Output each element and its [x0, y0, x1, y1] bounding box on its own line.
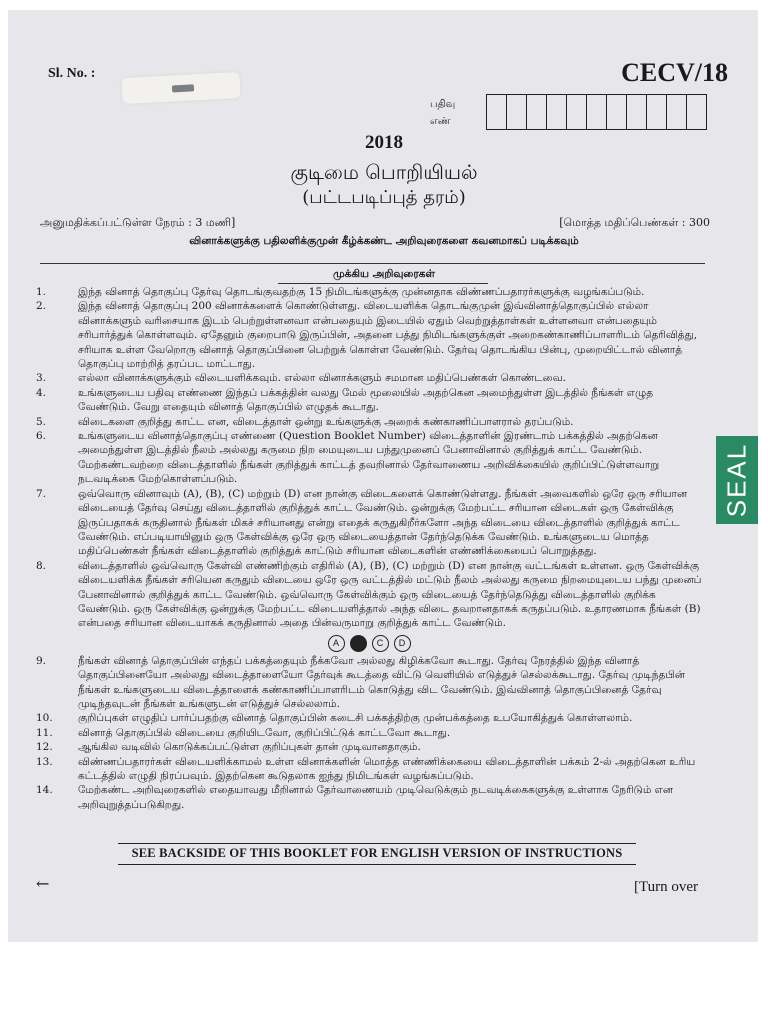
grade-subtitle: (பட்டபடிப்புத் தரம்): [302, 187, 466, 208]
total-marks: [மொத்த மதிப்பெண்கள் : 300: [559, 216, 710, 229]
seal-sticker: [716, 436, 758, 524]
list-item: 5. விடைகளை குறித்து காட்ட என, விடைத்தாள் ஒன்று உங்களுக்கு அறைக் கண்காணிப்பாளரால் தரப்படும்.: [36, 415, 574, 428]
subject-title: குடிமை பொறியியல்: [290, 160, 478, 184]
divider: [40, 263, 705, 264]
list-item: 12. ஆங்கில வடிவில் கொடுக்கப்பட்டுள்ள குறிப்புகள் தான் முடிவானதாகும்.: [36, 741, 421, 754]
title-underline: [278, 283, 488, 284]
instructions-list: [36, 285, 702, 812]
example-bubbles: [36, 635, 702, 652]
list-item: 10. குறிப்புகள் எழுதிப் பார்ப்பதற்கு வினாத் தொகுப்பின் கடைசி பக்கத்திற்கு முன்பக்கத்தை உபயோகித்துக் கொள்ளலாம்.: [36, 712, 633, 725]
turn-over-label: [Turn over: [633, 879, 698, 895]
bubble-a: A: [328, 635, 345, 652]
list-item: 13. விண்ணப்பதாரர்கள் விடையளிக்காமல் உள்ள வினாக்களின் மொத்த எண்ணிக்கையை விடைத்தாளின் பக்கம் 2-ல் அதற்கென உரிய கட்டத்தில் எழுதி நிரப்பவும். இதற்கென கூடுதலாக ஐந்து நிமிடங்கள் வழங்கப்படும்.: [36, 755, 696, 782]
list-item: 14. மேற்கண்ட அறிவுரைகளில் எதையாவது மீறினால் தேர்வாணையம் முடிவெடுக்கும் நடவடிக்கைகளுக்கு உள்ளாக நேரிடும் என அறிவுறுத்தப்படுகிறது.: [36, 784, 674, 811]
list-item: 4. உங்களுடைய பதிவு எண்ணை இந்தப் பக்கத்தின் வலது மேல் மூலையில் அதற்கென அமைந்துள்ள இடத்தில் நீங்கள் எழுத வேண்டும். வேறு எதையும் வினாத் தொகுப்பில் எழுதக் கூடாது.: [36, 386, 654, 414]
list-item: 3. எல்லா வினாக்களுக்கும் விடையளிக்கவும். எல்லா வினாக்களும் சமமான மதிப்பெண்கள் கொண்டவை.: [36, 372, 566, 385]
booklet-code: CECV/18: [621, 58, 728, 87]
list-item: 2. இந்த வினாத் தொகுப்பு 200 வினாக்களைக் கொண்டுள்ளது. விடையளிக்க தொடங்குமுன் இவ்வினாத்தொகுப்பில் எல்லா வினாக்களும் வரிசையாக இடம் பெற்றுள்ளனவா என்பதையும் இடையில் ஏதும் வெற்றுத்தாள்கள் உள்ளனவா என்பதையும் சரிபார்த்துக் கொள்ளவும். ஏதேனும் குறைபாடு இருப்பின், அதனை பத்து நிமிடங்களுக்குள் அறைகண்காணிப்பாளரிடம் தெரிவித்து, சரியாக உள்ள வேறொரு வினாத் தொகுப்பினை பெற்றுக் கொள்ள வேண்டும். தேர்வு தொடங்கிய பின்பு, முறையிட்டால் வினாத் தொகுப்பு மாற்றித் தரப்பட மாட்டாது.: [36, 300, 698, 371]
allowed-time: அனுமதிக்கப்பட்டுள்ள நேரம் : 3 மணி]: [40, 216, 236, 229]
register-number-boxes[interactable]: [486, 94, 707, 130]
list-item: 1. இந்த வினாத் தொகுப்பு தேர்வு தொடங்குவதற்கு 15 நிமிடங்களுக்கு முன்னதாக விண்ணப்பதாரர்களுக்கு வழங்கப்படும்.: [36, 286, 645, 298]
list-item: 7. ஒவ்வொரு வினாவும் (A), (B), (C) மற்றும் (D) என நான்கு விடைகளைக் கொண்டுள்ளது. நீங்கள் அவைகளில் ஒரே ஒரு சரியான விடையைத் தேர்வு செய்து விடைத்தாளில் குறித்துக் காட்ட வேண்டும். ஒன்றுக்கு மேற்பட்ட சரியான விடைகள் ஒரு கேள்விக்கு இருப்பதாகக் கருதினால் நீங்கள் மிகச் சரியானது என்று எதைக் கருதுகிறீர்களோ அந்த விடையை விடைத்தாளில் குறித்துக் காட்ட வேண்டும். எப்படியாயினும் ஒரு கேள்விக்கு ஒரே ஒரு விடையைத்தான் தேர்ந்தெடுக்க வேண்டும். உங்களுடைய மொத்த மதிப்பெண்கள் நீங்கள் விடைத்தாளில் குறித்துக் காட்டும் சரியான விடைகளின் எண்ணிக்கையைப் பொறுத்தது.: [36, 487, 688, 558]
exam-year: 2018: [365, 132, 403, 153]
list-item: 11. வினாத் தொகுப்பில் விடையை குறியிடவோ, குறிப்பிட்டுக் காட்டவோ கூடாது.: [36, 726, 451, 739]
bubble-d: D: [394, 635, 411, 652]
bubble-c: C: [372, 635, 389, 652]
english-version-note: SEE BACKSIDE OF THIS BOOKLET FOR ENGLISH VERSION OF INSTRUCTIONS: [118, 843, 636, 865]
instructions-title: முக்கிய அறிவுரைகள்: [333, 268, 435, 280]
list-item: 8. விடைத்தாளில் ஒவ்வொரு கேள்வி எண்ணிற்கும் எதிரில் (A), (B), (C) மற்றும் (D) என நான்கு வட்டங்கள் உள்ளன. ஒரு கேள்விக்கு விடையளிக்க நீங்கள் சரியென கருதும் விடையை ஒரே ஒரு வட்டத்தில் மட்டும் நீலம் அல்லது கருமை நிறமையுடைய பந்து முனைப் பேனாவினால் குறித்துக் காட்ட வேண்டும். ஒவ்வொரு கேள்விக்கும் ஒரு விடையைத் தேர்ந்தெடுத்து விடைத்தாளில் குறிக்க வேண்டும். ஒரு கேள்விக்கு ஒன்றுக்கு மேற்பட்ட விடையளித்தால் அந்த விடை தவறானதாகக் கருதப்படும். உதாரணமாக நீங்கள் (B) என்பதை சரியான விடையாகக் கருதினால் அதை பின்வருமாறு குறித்துக் காட்ட வேண்டும்.: [36, 559, 702, 630]
serial-label: Sl. No. :: [48, 66, 96, 81]
list-item: 9. நீங்கள் வினாத் தொகுப்பின் எந்தப் பக்கத்தையும் நீக்கவோ அல்லது கிழிக்கவோ கூடாது. தேர்வு நேரத்தில் இந்த வினாத் தொகுப்பினையோ அல்லது விடைத்தாளையோ தேர்வுக் கூடத்தை விட்டு வெளியில் எடுத்துச் செல்லக்கூடாது. தேர்வு முடிந்தபின் நீங்கள் உங்களுடைய விடைத்தாளைக் கண்காணிப்பாளரிடம் கொடுத்து விட வேண்டும். இவ்வினாத் தொகுப்பினைத் தேர்வு முடிந்தவுடன் நீங்கள் உங்களுடன் எடுத்துச் செல்லலாம்.: [36, 654, 686, 710]
register-number-label: பதிவு எண்: [430, 99, 456, 127]
bubble-b-filled: [350, 635, 367, 652]
seal-label: SEAL: [721, 442, 752, 518]
list-item: 6. உங்களுடைய வினாத்தொகுப்பு எண்ணை (Question Booklet Number) விடைத்தாளின் இரண்டாம் பக்கத்தில் அதற்கென அமைந்துள்ள இடத்தில் நீலம் அல்லது கருமை நிற மையுடைய பந்துமுனைப் பேனாவினால் குறித்துக் காட்ட வேண்டும். மேற்கண்டவற்றை விடைத்தாளில் நீங்கள் குறித்துக் காட்டத் தவறினால் தேர்வாணைய அறிவிக்கையில் குறிப்பிட்டுள்ளவாறு நடவடிக்கை மேற்கொள்ளப்படும்.: [36, 430, 660, 486]
read-instruction: வினாக்களுக்கு பதிலளிக்குமுன் கீழ்க்கண்ட அறிவுரைகளை கவனமாகப் படிக்கவும்: [189, 235, 579, 247]
arrow-left-icon: ←: [36, 874, 50, 893]
